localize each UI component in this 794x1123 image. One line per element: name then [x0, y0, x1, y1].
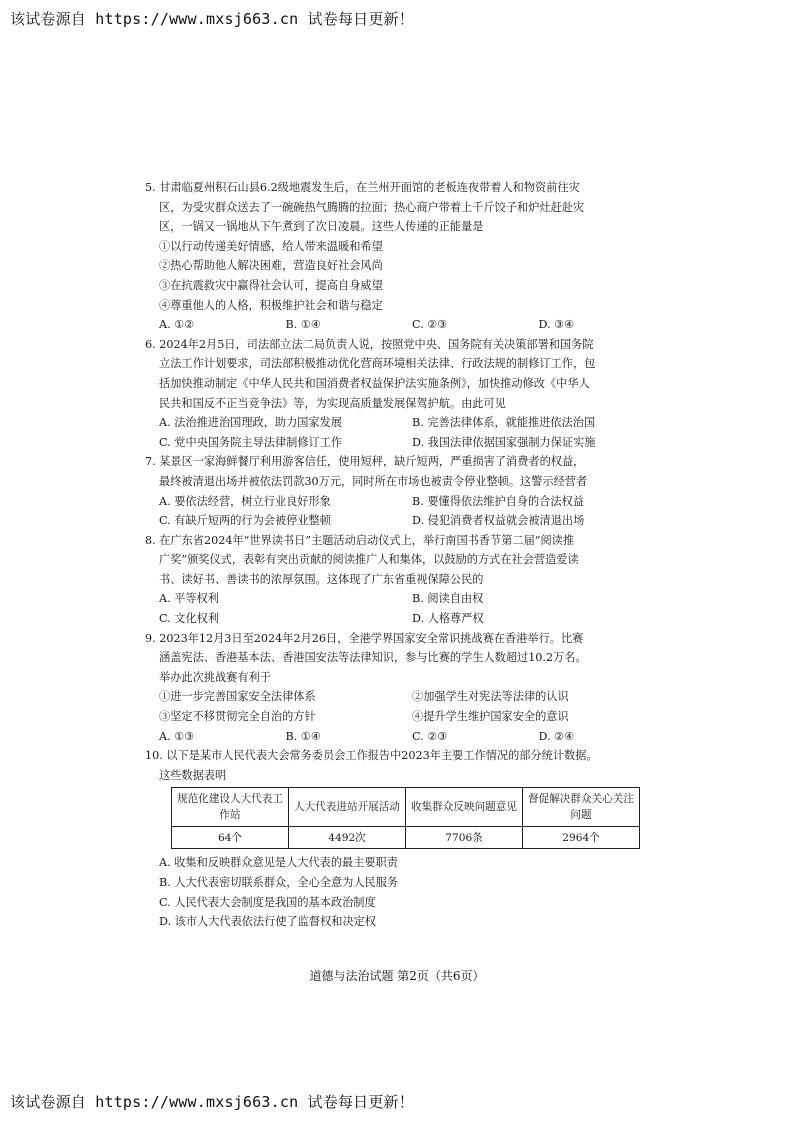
option-a: A. 要依法经营，树立行业良好形象: [159, 494, 331, 508]
table-header-cell: 规范化建设人大代表工作站: [172, 788, 289, 827]
table-header-cell: 收集群众反映问题意见: [406, 788, 523, 827]
option-b: B. 要懂得依法维护自身的合法权益: [412, 494, 584, 508]
question-6: [145, 335, 665, 453]
statement-item: ③坚定不移贯彻完全自治的方针: [159, 710, 316, 724]
option-b: B. 人大代表密切联系群众，全心全意为人民服务: [159, 876, 399, 889]
statement-item: ②加强学生对宪法等法律的认识: [412, 690, 569, 704]
question-5: [145, 178, 665, 335]
answer-options: [145, 609, 665, 629]
question-text-line: 区，为受灾群众送去了一碗碗热气腾腾的拉面；热心商户带着上千斤饺子和炉灶赶赴灾: [159, 200, 585, 214]
question-text-line: 括加快推动制定《中华人民共和国消费者权益保护法实施条例》，加快推动修改《中华人: [159, 376, 590, 390]
answer-options: [145, 315, 665, 335]
table-cell: 4492次: [289, 827, 406, 849]
statement-item: ①进一步完善国家安全法律体系: [159, 690, 316, 704]
question-content: [145, 178, 665, 932]
answer-options: [145, 413, 665, 433]
page-footer: 道德与法治试题 第2页（共6页）: [309, 969, 485, 983]
question-text-line: 8. 在广东省2024年“世界读书日”主题活动启动仪式上，举行南国书香节第二届“阅读推: [145, 533, 575, 547]
option-b: B. ①④: [285, 318, 321, 332]
option-d: D. 侵犯消费者权益就会被清退出场: [412, 514, 585, 528]
table-header-row: [172, 788, 640, 827]
statement-item: ①以行动传递美好情感，给人带来温暖和希望: [159, 239, 383, 253]
question-text-line: 书、读好书、善读书的浓厚氛围。这体现了广东省重视保障公民的: [159, 572, 484, 586]
statement-item: ④尊重他人的人格，积极维护社会和谐与稳定: [159, 298, 383, 312]
option-b: B. 完善法律体系，就能推进依法治国: [412, 416, 596, 430]
option-a: A. 法治推进治国理政，助力国家发展: [159, 416, 343, 430]
statement-items: [145, 687, 665, 707]
answer-options: [145, 589, 665, 609]
table-header-cell: 督促解决群众关心关注问题: [523, 788, 640, 827]
option-d: D. ③④: [538, 318, 575, 332]
statement-item: ④提升学生维护国家安全的意识: [412, 710, 569, 724]
option-b: B. 阅读自由权: [412, 592, 484, 606]
option-c: C. 人民代表大会制度是我国的基本政治制度: [159, 895, 376, 909]
option-a: A. ①②: [159, 318, 195, 332]
question-7: [145, 452, 665, 530]
table-cell: 7706条: [406, 827, 523, 849]
statement-item: ③在抗震救灾中赢得社会认可，提高自身威望: [159, 278, 383, 292]
source-banner-bottom: 该试卷源自 https://www.mxsj663.cn 试卷每日更新！: [10, 1093, 414, 1111]
option-c: C. 有缺斤短两的行为会被停业整顿: [159, 514, 331, 528]
table-row: [172, 827, 640, 849]
option-d: D. ②④: [538, 729, 575, 743]
table-header-cell: 人大代表进站开展活动: [289, 788, 406, 827]
option-a: A. 平等权利: [159, 592, 219, 606]
question-text-line: 6. 2024年2月5日，司法部立法二局负责人说，按照党中央、国务院有关决策部署和国务院: [145, 337, 594, 351]
option-c: C. ②③: [412, 318, 448, 332]
option-a: A. ①③: [159, 729, 195, 743]
source-banner-top: 该试卷源自 https://www.mxsj663.cn 试卷每日更新！: [10, 10, 414, 28]
statistics-table: [171, 787, 640, 849]
question-text-line: 立法工作计划要求，司法部积极推动优化营商环境相关法律、行政法规的制修订工作，包: [159, 357, 596, 371]
question-text-line: 10. 以下是某市人民代表大会常务委员会工作报告中2023年主要工作情况的部分统计数据。: [145, 749, 598, 763]
answer-options: [145, 511, 665, 531]
question-text-line: 涵盖宪法、香港基本法、香港国安法等法律知识，参与比赛的学生人数超过10.2万名。: [159, 651, 587, 665]
statement-item: ②热心帮助他人解决困难，营造良好社会风尚: [159, 259, 383, 273]
option-c: C. 党中央国务院主导法律制修订工作: [159, 435, 343, 449]
table-cell: 64个: [172, 827, 289, 849]
question-text-line: 7. 某景区一家海鲜餐厅利用游客信任，使用短秤，缺斤短两，严重损害了消费者的权益，: [145, 455, 585, 469]
question-text-line: 举办此次挑战赛有利于: [159, 670, 271, 684]
statement-items: [145, 707, 665, 727]
option-a: A. 收集和反映群众意见是人大代表的最主要职责: [159, 856, 398, 870]
question-8: [145, 531, 665, 629]
question-text-line: 民共和国反不正当竞争法》等，为实现高质量发展保驾护航。由此可见: [159, 396, 506, 410]
option-d: D. 该市人大代表依法行使了监督权和决定权: [159, 915, 377, 929]
table-cell: 2964个: [523, 827, 640, 849]
question-10: [145, 746, 665, 932]
question-text-line: 这些数据表明: [159, 768, 227, 782]
question-9: [145, 629, 665, 747]
question-text-line: 5. 甘肃临夏州积石山县6.2级地震发生后，在兰州开面馆的老板连夜带着人和物资前往灾: [145, 181, 580, 194]
option-b: B. ①④: [285, 729, 321, 743]
option-d: D. 我国法律依据国家强制力保证实施: [412, 435, 596, 449]
answer-options: [145, 727, 665, 747]
question-text-line: 最终被清退出场并被依法罚款30万元，同时所在市场也被责令停业整顿。这警示经营者: [159, 474, 588, 488]
answer-options: [145, 433, 665, 453]
option-c: C. ②③: [412, 729, 448, 743]
option-c: C. 文化权利: [159, 612, 220, 626]
answer-options: [145, 492, 665, 512]
option-d: D. 人格尊严权: [412, 612, 484, 626]
question-text-line: 广奖”颁奖仪式，表彰有突出贡献的阅读推广人和集体，以鼓励的方式在社会营造爱读: [159, 553, 579, 567]
question-text-line: 9. 2023年12月3日至2024年2月26日，全港学界国家安全常识挑战赛在香港举行。比赛: [145, 631, 584, 645]
question-text-line: 区，一锅又一锅地从下午煮到了次日凌晨。这些人传递的正能量是: [159, 220, 484, 234]
